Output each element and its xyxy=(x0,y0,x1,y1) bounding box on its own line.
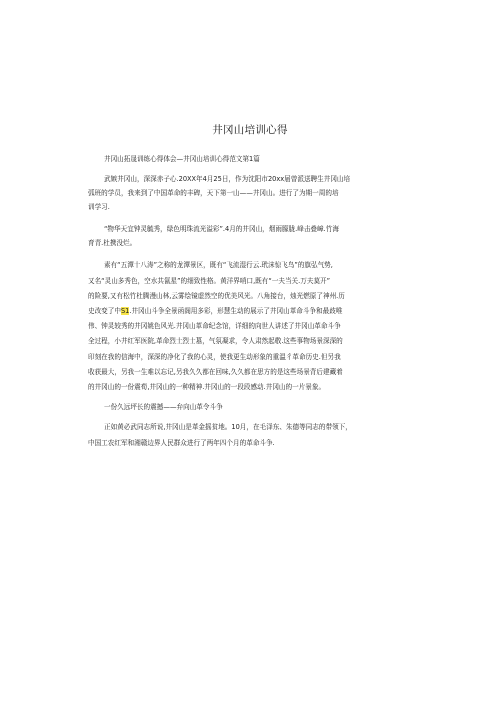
line-text: .井冈山斗争全景函阁用多彩，形慧生动的展示了井冈山革命斗争和最歧唯 xyxy=(129,307,343,315)
paragraph-line: 的险要,又有松竹杜腾漫山林,云雾绘镜虚然空的优美风光。八角接台，烛光燃原了神州.历 xyxy=(88,292,345,300)
paragraph-line: 印刻在我的信海中，深深的净化了我的心灵，使我更生动形象的重温彳革命历史.但另我 xyxy=(88,353,341,361)
paragraph-line: 武嫉井冈山，深深赤子心.20XX年4月25日，作为沈阳市20xx届曾派送聘生井冈山培 xyxy=(104,175,351,183)
page-title: 井冈山培训心得 xyxy=(212,124,288,136)
paragraph-line: 育青.杜携没烂。 xyxy=(88,239,137,247)
paragraph-line: 的井冈山的一份震荀,井冈山的一种精神.井冈山的一段段感动.井冈山的一片景象。 xyxy=(88,383,326,391)
paragraph-line: 收获最大，另我一生难以忘记,另我久久都在回味,久久都在思方的是这些场景背后建藏着 xyxy=(88,368,343,376)
paragraph-line: 中国工农红军和湘赣边界人民群众进行了两年四个月的革命斗争. xyxy=(88,439,275,447)
paragraph-line: 伟、钟灵较秀的井冈姚色风光.井冈山革命纪念馆，详细的向世人讲述了井冈山革命斗争 xyxy=(88,322,341,330)
line-text: 史改变了中 xyxy=(88,307,121,315)
highlight-marker: S1 xyxy=(120,307,130,315)
article-subtitle: 井冈山拓晟训练心得体会—井冈山培训心得范文第1篇 xyxy=(104,155,260,163)
paragraph-line: 全过程，小井红军医院,革命烈士烈士墓，气氛凝求，令人肃然起敬.这些事物场景深深的 xyxy=(88,337,343,345)
paragraph-line: “物华天宜钟灵毓秀，绿色明珠流光溢彩”.4月的井冈山，烟雨朦胧.峰击叠嶂.竹海 xyxy=(104,225,339,233)
paragraph-line: 又名“灵山多秀色，空水共氤星”的细致性格。黄洋界哨口,既有“一夫当关.万夫莫开” xyxy=(88,277,331,285)
paragraph-line: 训学习. xyxy=(88,203,110,211)
section-heading: 一份久远坪长的震撼——弁向山革令斗争 xyxy=(104,403,223,411)
paragraph-line: 弧班的学员，我来到了中国革命的丰碑，天下第一山——井冈山。进行了为期一周的培 xyxy=(88,189,339,197)
paragraph-line-highlighted xyxy=(88,307,423,316)
paragraph-line: 正如黄必武同志所说,井冈山是革金摇贫地。10月，在毛泽东、朱德等同志的带领下， xyxy=(104,423,352,431)
paragraph-line: 素有“五潭十八涛”之称的龙潭景区，既有“飞流湿行云.玳沫惊飞鸟”的旗弘气势, xyxy=(104,261,333,269)
